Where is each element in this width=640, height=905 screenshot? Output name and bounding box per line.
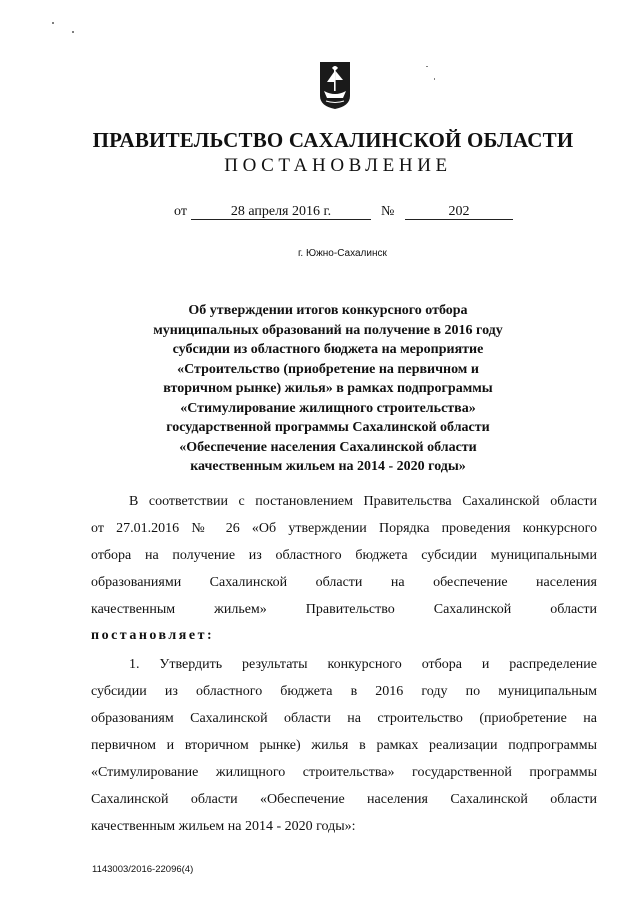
title-line: субсидии из областного бюджета на мероприятие xyxy=(172,342,484,357)
item-1-line: качественным жильем на 2014 - 2020 годы»: xyxy=(91,819,356,834)
preamble-line: В соответствии с постановлением Правительства Сахалинской области xyxy=(129,494,597,509)
scan-speck xyxy=(434,78,435,80)
title-line: муниципальных образований на получение в 2016 году xyxy=(153,322,503,338)
scan-speck xyxy=(72,31,74,33)
title-line: «Строительство (приобретение на первичном и xyxy=(177,361,479,377)
document-type: ПОСТАНОВЛЕНИЕ xyxy=(224,155,452,176)
item-1-line: первичном и вторичном рынке) жилья в рамках реализации подпрограммы xyxy=(91,738,597,753)
document-number: 202 xyxy=(405,204,513,220)
item-1-line: образованиям Сахалинской области на строительство (приобретение на xyxy=(91,711,597,726)
title-line: вторичном рынке) жилья» в рамках подпрограммы xyxy=(163,381,493,396)
title-line: «Обеспечение населения Сахалинской области xyxy=(179,439,477,455)
title-line: Об утверждении итогов конкурсного отбора xyxy=(188,303,468,318)
footer-reference: 1143003/2016-22096(4) xyxy=(92,864,194,875)
organization-name: ПРАВИТЕЛЬСТВО САХАЛИНСКОЙ ОБЛАСТИ xyxy=(92,128,574,152)
title-line: «Стимулирование жилищного строительства» xyxy=(180,400,476,416)
preamble-line: качественным жильем» Правительство Сахалинской области xyxy=(91,602,597,617)
number-label: № xyxy=(381,204,395,219)
preamble-line: отбора на получение из областного бюджета субсидии муниципальными xyxy=(91,548,597,563)
preamble-line: образованиями Сахалинской области на обеспечение населения xyxy=(91,575,597,590)
item-1-line: 1. Утвердить результаты конкурсного отбора и распределение xyxy=(129,657,597,672)
date-from-label: от xyxy=(174,204,187,219)
item-1-line: «Стимулирование жилищного строительства» государственной программы xyxy=(91,765,597,780)
scan-speck xyxy=(426,66,428,67)
item-1-line: субсидии из областного бюджета в 2016 году по муниципальным xyxy=(91,684,597,699)
resolves-word: постановляет: xyxy=(91,628,215,643)
item-1-line: Сахалинской области «Обеспечение населения Сахалинской области xyxy=(91,792,597,807)
city-name: г. Южно-Сахалинск xyxy=(298,248,387,259)
title-line: качественным жильем на 2014 - 2020 годы» xyxy=(190,459,466,474)
scan-speck xyxy=(52,22,54,24)
coat-of-arms-icon xyxy=(318,60,352,110)
preamble-line: от 27.01.2016 № 26 «Об утверждении Порядка проведения конкурсного xyxy=(91,521,597,536)
document-date: 28 апреля 2016 г. xyxy=(191,204,371,220)
title-line: государственной программы Сахалинской области xyxy=(166,420,490,435)
document-title xyxy=(100,301,556,477)
